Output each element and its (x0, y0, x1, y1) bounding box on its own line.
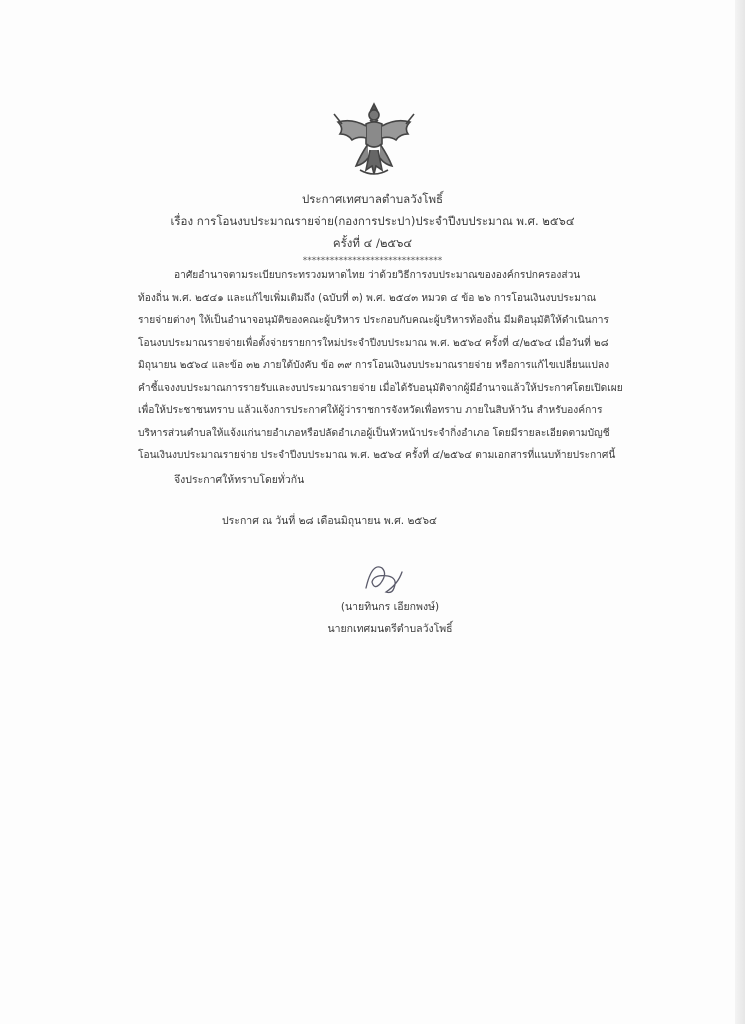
page-edge-shadow (735, 0, 745, 1024)
garuda-emblem (330, 100, 418, 180)
separator-stars: ******************************* (302, 256, 443, 266)
handwritten-signature (358, 558, 408, 598)
body-line: รายจ่ายต่างๆ ให้เป็นอำนาจอนุมัติของคณะผู้บริหาร ประกอบกับคณะผู้บริหารท้องถิ่น มีมติอนุมัติให้ดำเนินการ (138, 315, 609, 326)
announcement-body (138, 265, 628, 468)
signer-name: (นายทินกร เอียกพงษ์) (340, 601, 440, 613)
body-line: โอนเงินงบประมาณรายจ่าย ประจำปีงบประมาณ พ.ศ. ๒๕๖๔ ครั้งที่ ๔/๒๕๖๔ ตามเอกสารที่แนบท้ายประกาศนี้ (138, 450, 616, 461)
announcement-header (0, 188, 745, 268)
signer-block (300, 596, 480, 640)
body-line: โอนงบประมาณรายจ่ายเพื่อตั้งจ่ายรายการใหม่ประจำปีงบประมาณ พ.ศ. ๒๕๖๔ ครั้งที่ ๔/๒๕๖๔ เมื่อวันที่ ๒๘ (138, 337, 609, 349)
body-line: บริหารส่วนตำบลให้แจ้งแก่นายอำเภอหรือปลัดอำเภอผู้เป็นหัวหน้าประจำกิ่งอำเภอ โดยมีรายละเอียดตามบัญชี (138, 427, 610, 439)
announcement-subject: เรื่อง การโอนงบประมาณรายจ่าย(กองการประปา)ประจำปีงบประมาณ พ.ศ. ๒๕๖๔ (170, 214, 575, 228)
body-line: มิถุนายน ๒๕๖๔ และข้อ ๓๒ ภายใต้บังคับ ข้อ ๓๙ การโอนเงินงบประมาณรายจ่าย หรือการแก้ไขเปลี่ยนแปลง (138, 360, 610, 371)
body-line: ท้องถิ่น พ.ศ. ๒๕๔๑ และแก้ไขเพิ่มเติมถึง (ฉบับที่ ๓) พ.ศ. ๒๕๔๓ หมวด ๔ ข้อ ๒๖ การโอนเงินงบประมาณ (138, 292, 597, 304)
announcement-date: ประกาศ ณ วันที่ ๒๘ เดือนมิถุนายน พ.ศ. ๒๕๖๔ (222, 515, 437, 527)
closing-statement: จึงประกาศให้ทราบโดยทั่วกัน (174, 474, 305, 486)
body-line: เพื่อให้ประชาชนทราบ แล้วแจ้งการประกาศให้ผู้ว่าราชการจังหวัดเพื่อทราบ ภายในสิบห้าวัน สำหรับองค์การ (138, 405, 603, 416)
announcement-order: ครั้งที่ ๔ /๒๕๖๔ (332, 236, 413, 250)
body-line: คำชี้แจงงบประมาณการรายรับและงบประมาณรายจ่าย เมื่อได้รับอนุมัติจากผู้มีอำนาจแล้วให้ประกาศโดยเปิดเผย (138, 382, 623, 394)
announcement-title: ประกาศเทศบาลตำบลวังโพธิ์ (301, 192, 444, 206)
signer-position: นายกเทศมนตรีตำบลวังโพธิ์ (327, 623, 453, 635)
body-line: อาศัยอำนาจตามระเบียบกระทรวงมหาดไทย ว่าด้วยวิธีการงบประมาณขององค์กรปกครองส่วน (174, 270, 581, 281)
